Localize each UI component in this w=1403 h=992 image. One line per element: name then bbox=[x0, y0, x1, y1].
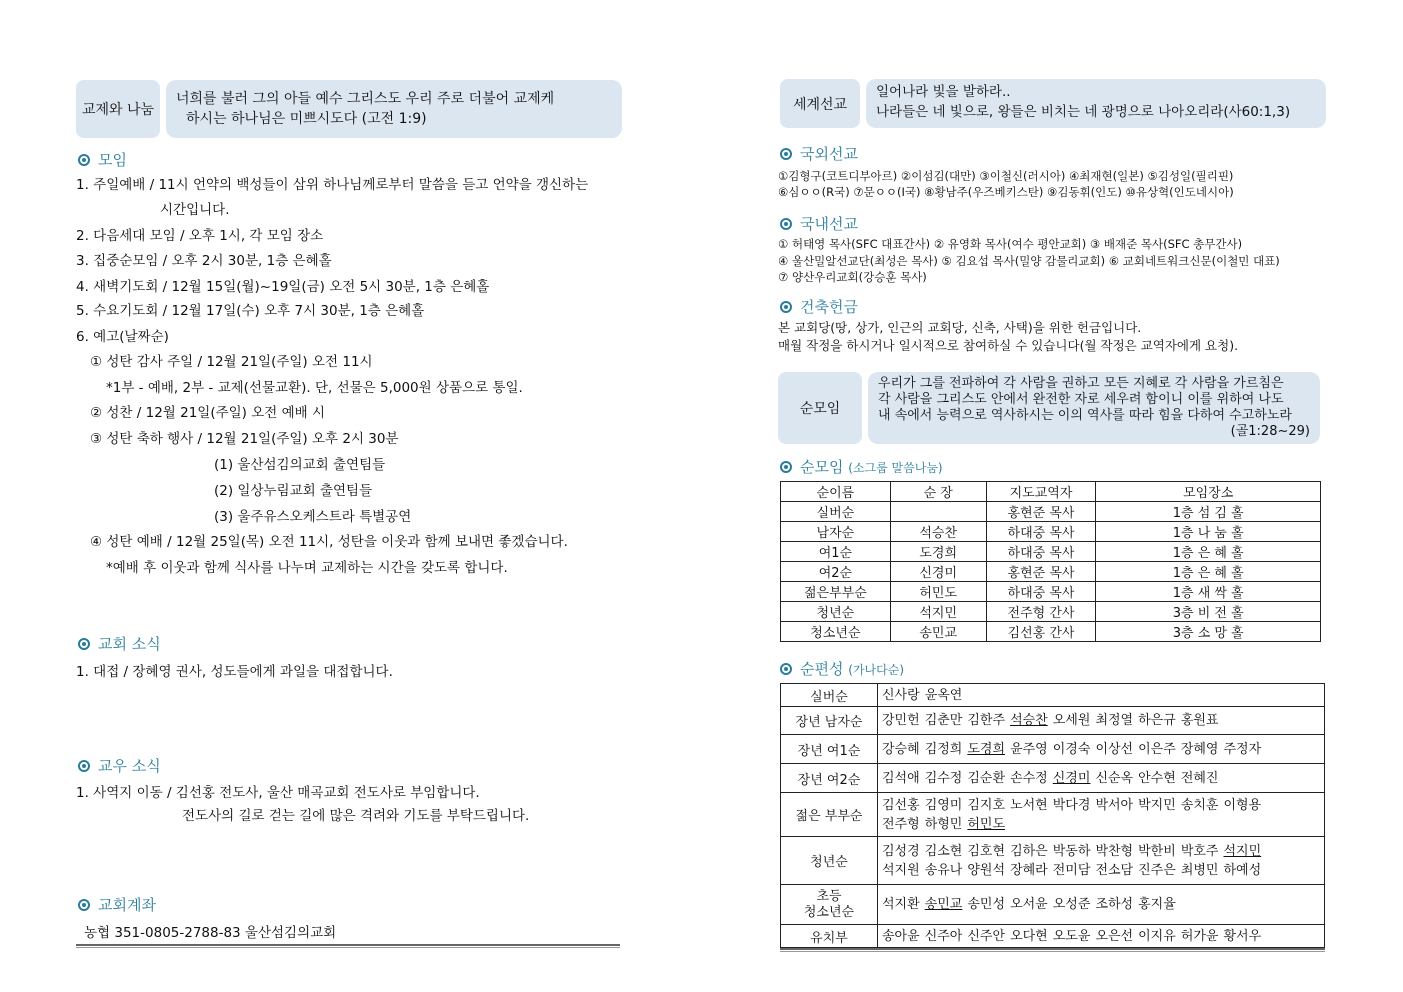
meeting-line: (2) 일상누림교회 출연팀들 bbox=[214, 483, 373, 499]
meeting-line: ② 성찬 / 12월 21일(주일) 오전 예배 시 bbox=[90, 405, 326, 421]
table-cell: 도경희 bbox=[890, 542, 986, 562]
bullet-circle-icon bbox=[78, 899, 90, 911]
roster-member: 오세원 bbox=[1052, 713, 1091, 728]
roster-member-line bbox=[882, 686, 1320, 705]
roster-subtitle: (가나다순) bbox=[848, 663, 904, 677]
roster-member: 김호현 bbox=[967, 843, 1006, 859]
roster-group-name bbox=[781, 885, 878, 925]
roster-member-line bbox=[882, 861, 1320, 880]
meeting-line: 1. 주일예배 / 11시 언약의 백성들이 삼위 하나님께로부터 말씀을 듣고 언약을 갱신하는 bbox=[76, 177, 589, 193]
meeting-line: 시간입니다. bbox=[160, 202, 230, 218]
church-news-title: 교회 소식 bbox=[98, 635, 161, 653]
roster-member-line bbox=[882, 842, 1320, 861]
roster-member: 허민도 bbox=[967, 816, 1006, 832]
meeting-line: ③ 성탄 축하 행사 / 12월 21일(주일) 오후 2시 30분 bbox=[90, 431, 399, 447]
small-group-verse-line2: 각 사람을 그리스도 안에서 완전한 자로 세우려 함이니 이를 위하여 나도 bbox=[878, 392, 1284, 407]
building-fund-heading bbox=[780, 296, 858, 317]
roster-member: 전혜진 bbox=[1180, 770, 1219, 786]
groups-header-cell: 순이름 bbox=[781, 482, 891, 502]
roster-member: 노서현 bbox=[1010, 797, 1048, 813]
table-cell: 3층 비 전 홀 bbox=[1096, 602, 1321, 622]
roster-member: 김수정 bbox=[924, 770, 963, 786]
table-cell bbox=[890, 502, 986, 522]
table-row bbox=[781, 542, 1321, 562]
account-line: 농협 351-0805-2788-83 울산섬김의교회 bbox=[84, 925, 337, 941]
world-mission-verse-line1: 일어나라 빛을 발하라.. bbox=[876, 84, 1011, 100]
table-cell: 하대중 목사 bbox=[986, 582, 1096, 602]
roster-member: 이형용 bbox=[1223, 797, 1262, 813]
member-news-line: 전도사의 길로 걷는 길에 많은 격려와 기도를 부탁드립니다. bbox=[182, 808, 530, 824]
table-cell: 청년순 bbox=[781, 602, 891, 622]
roster-member: 오성준 bbox=[1052, 897, 1091, 912]
roster-member: 손수정 bbox=[1010, 770, 1048, 786]
small-group-label bbox=[778, 372, 862, 444]
roster-member-line bbox=[882, 740, 1320, 759]
foreign-mission-line: ⑥심ㅇㅇ(R국) ⑦문ㅇㅇ(I국) ⑧황남주(우즈베키스탄) ⑨김동휘(인도) ⑩유상혁(인도네시아) bbox=[778, 185, 1234, 199]
meeting-line: (3) 울주유스오케스트라 특별공연 bbox=[214, 509, 412, 525]
member-news-title: 교우 소식 bbox=[98, 757, 161, 775]
roster-members bbox=[878, 925, 1325, 948]
meeting-line: ① 성탄 감사 주일 / 12월 21일(주일) 오전 11시 bbox=[90, 354, 373, 370]
bullet-circle-icon bbox=[780, 461, 792, 473]
groups-heading bbox=[780, 456, 943, 477]
groups-header-cell: 모임장소 bbox=[1096, 482, 1321, 502]
table-cell: 하대중 목사 bbox=[986, 522, 1096, 542]
roster-member: 박지민 bbox=[1138, 797, 1176, 813]
fellowship-verse-box bbox=[166, 80, 622, 138]
table-cell: 석승찬 bbox=[890, 522, 986, 542]
roster-member: 하형민 bbox=[924, 816, 963, 832]
roster-member: 하예성 bbox=[1223, 862, 1262, 878]
roster-member: 주정자 bbox=[1223, 741, 1262, 757]
meeting-line: 2. 다음세대 모임 / 오후 1시, 각 모임 장소 bbox=[76, 228, 324, 244]
roster-member: 김성경 bbox=[882, 843, 920, 859]
roster-member: 도경희 bbox=[967, 741, 1006, 757]
roster-member: 석승찬 bbox=[1010, 713, 1048, 728]
roster-group-name: 젊은 부부순 bbox=[781, 793, 878, 837]
table-cell: 1층 은 혜 홀 bbox=[1096, 562, 1321, 582]
table-cell: 1층 은 혜 홀 bbox=[1096, 542, 1321, 562]
roster-member: 하은규 bbox=[1138, 713, 1176, 728]
roster-member: 김춘만 bbox=[924, 713, 963, 728]
table-cell: 홍현준 목사 bbox=[986, 562, 1096, 582]
table-row bbox=[781, 602, 1321, 622]
table-row bbox=[781, 684, 1325, 707]
roster-member: 이은주 bbox=[1138, 741, 1176, 757]
small-group-verse-box bbox=[868, 372, 1320, 444]
roster-member: 이경숙 bbox=[1052, 741, 1091, 757]
meetings-heading bbox=[78, 149, 127, 170]
roster-group-name: 유치부 bbox=[781, 925, 878, 948]
roster-member: 오다현 bbox=[1010, 928, 1048, 944]
roster-member: 송민성 bbox=[967, 897, 1006, 912]
roster-group-name-line1: 초등 bbox=[816, 888, 842, 904]
small-group-verse-line3: 내 속에서 능력으로 역사하시는 이의 역사를 따라 힘을 다하여 수고하노라 bbox=[878, 408, 1292, 423]
meeting-line: 4. 새벽기도회 / 12월 15일(월)~19일(금) 오전 5시 30분, 1층 은혜홀 bbox=[76, 279, 490, 295]
table-cell: 1층 새 싹 홀 bbox=[1096, 582, 1321, 602]
small-group-verse-line1: 우리가 그를 전파하여 각 사람을 권하고 모든 지혜로 각 사람을 가르침은 bbox=[878, 376, 1284, 391]
world-mission-verse-box bbox=[866, 79, 1326, 128]
table-cell: 허민도 bbox=[890, 582, 986, 602]
meeting-line: *1부 - 예배, 2부 - 교제(선물교환). 단, 선물은 5,000원 상품으로 통일. bbox=[106, 380, 523, 396]
roster-member: 신경미 bbox=[1052, 770, 1091, 786]
meeting-line: (1) 울산섬김의교회 출연팀들 bbox=[214, 457, 386, 473]
roster-member: 박한비 bbox=[1138, 843, 1176, 859]
table-cell: 여2순 bbox=[781, 562, 891, 582]
roster-members bbox=[878, 735, 1325, 764]
roster-member-line bbox=[882, 769, 1320, 788]
domestic-mission-line: ① 허태영 목사(SFC 대표간사) ② 유영화 목사(여수 평안교회) ③ 배재준 목사(SFC 총무간사) bbox=[778, 237, 1243, 251]
domestic-mission-line: ⑦ 양산우리교회(강승훈 목사) bbox=[778, 270, 927, 284]
roster-member: 송치훈 bbox=[1180, 797, 1219, 813]
table-cell: 젊은부부순 bbox=[781, 582, 891, 602]
table-cell: 석지민 bbox=[890, 602, 986, 622]
roster-member: 홍지율 bbox=[1138, 897, 1176, 912]
roster-members bbox=[878, 764, 1325, 793]
table-row bbox=[781, 502, 1321, 522]
fellowship-verse-line2: 하시는 하나님은 미쁘시도다 (고전 1:9) bbox=[186, 111, 427, 127]
fellowship-verse-line1: 너희를 불러 그의 아들 예수 그리스도 우리 주로 더불어 교제케 bbox=[176, 91, 555, 107]
world-mission-label-text: 세계선교 bbox=[792, 96, 848, 113]
roster-member-line bbox=[882, 815, 1320, 834]
groups-header-cell: 순 장 bbox=[890, 482, 986, 502]
bullet-circle-icon bbox=[780, 218, 792, 230]
roster-member: 김순환 bbox=[967, 770, 1006, 786]
table-cell: 1층 섬 김 홀 bbox=[1096, 502, 1321, 522]
roster-group-name: 장년 남자순 bbox=[781, 707, 878, 735]
groups-header-row bbox=[781, 482, 1321, 502]
roster-member: 석지환 bbox=[882, 897, 920, 912]
roster-member: 신순옥 bbox=[1095, 770, 1134, 786]
bottom-rule bbox=[76, 944, 620, 948]
roster-member: 전소담 bbox=[1095, 862, 1134, 878]
table-cell: 신경미 bbox=[890, 562, 986, 582]
small-group-label-text: 순모임 bbox=[799, 401, 841, 417]
roster-group-name: 장년 여2순 bbox=[781, 764, 878, 793]
roster-member-line bbox=[882, 927, 1320, 946]
table-row bbox=[781, 885, 1325, 925]
table-row bbox=[781, 793, 1325, 837]
church-news-heading bbox=[78, 633, 161, 654]
bullet-circle-icon bbox=[78, 638, 90, 650]
fellowship-label-text: 교제와 나눔 bbox=[81, 102, 155, 118]
roster-members bbox=[878, 684, 1325, 707]
table-cell: 청소년순 bbox=[781, 622, 891, 642]
roster-member: 송아윤 bbox=[882, 928, 920, 944]
roster-member: 강민헌 bbox=[882, 713, 920, 728]
table-row bbox=[781, 582, 1321, 602]
foreign-mission-line: ①김형구(코트디부아르) ②이섬김(대만) ③이철신(러시아) ④최재현(일본) ⑤김성일(필리핀) bbox=[778, 169, 1234, 183]
table-cell: 실버순 bbox=[781, 502, 891, 522]
fellowship-label bbox=[76, 80, 160, 138]
roster-member: 박서아 bbox=[1095, 797, 1134, 813]
foreign-mission-heading bbox=[780, 143, 858, 164]
roster-member: 오서윤 bbox=[1010, 897, 1048, 912]
roster-member: 박동하 bbox=[1052, 843, 1091, 859]
roster-members bbox=[878, 793, 1325, 837]
roster-member: 박찬형 bbox=[1095, 843, 1134, 859]
meeting-line: 5. 수요기도회 / 12월 17일(수) 오후 7시 30분, 1층 은혜홀 bbox=[76, 303, 425, 319]
roster-member: 장혜영 bbox=[1180, 741, 1219, 757]
roster-members bbox=[878, 707, 1325, 735]
roster-member: 윤옥연 bbox=[924, 687, 963, 703]
roster-member: 신주안 bbox=[967, 928, 1006, 944]
world-mission-label bbox=[780, 79, 860, 128]
roster-member: 박호주 bbox=[1180, 843, 1219, 859]
roster-member: 석지원 bbox=[882, 862, 920, 878]
domestic-mission-heading bbox=[780, 213, 858, 234]
roster-heading bbox=[780, 658, 904, 679]
roster-members bbox=[878, 885, 1325, 925]
domestic-mission-line: ④ 울산밀알선교단(최성은 목사) ⑤ 김요섭 목사(밀양 감물리교회) ⑥ 교회네트워크신문(이철민 대표) bbox=[778, 254, 1280, 268]
roster-member: 장혜라 bbox=[1010, 862, 1048, 878]
table-cell: 홍현준 목사 bbox=[986, 502, 1096, 522]
table-cell: 하대중 목사 bbox=[986, 542, 1096, 562]
bullet-circle-icon bbox=[78, 154, 90, 166]
small-group-verse-line4: (골1:28~29) bbox=[1230, 424, 1310, 439]
table-cell: 3층 소 망 홀 bbox=[1096, 622, 1321, 642]
meeting-line: 3. 집중순모임 / 오후 2시 30분, 1층 은혜홀 bbox=[76, 253, 332, 269]
roster-member: 김선홍 bbox=[882, 797, 920, 813]
bullet-circle-icon bbox=[780, 663, 792, 675]
bullet-circle-icon bbox=[78, 760, 90, 772]
roster-member: 전미담 bbox=[1052, 862, 1091, 878]
roster-member: 전주형 bbox=[882, 816, 920, 832]
roster-member: 강승혜 bbox=[882, 741, 920, 757]
bullet-circle-icon bbox=[780, 148, 792, 160]
groups-table bbox=[780, 481, 1321, 642]
foreign-mission-title: 국외선교 bbox=[800, 145, 858, 163]
roster-member: 윤주영 bbox=[1010, 741, 1048, 757]
roster-table bbox=[780, 683, 1325, 948]
roster-member: 김영미 bbox=[924, 797, 963, 813]
domestic-mission-title: 국내선교 bbox=[800, 215, 858, 233]
bottom-rule bbox=[780, 948, 1325, 952]
member-news-line: 1. 사역지 이동 / 김선홍 전도사, 울산 매곡교회 전도사로 부임합니다. bbox=[76, 785, 480, 801]
roster-member: 양원석 bbox=[967, 862, 1006, 878]
groups-title: 순모임 bbox=[800, 458, 844, 476]
roster-group-name: 장년 여1순 bbox=[781, 735, 878, 764]
roster-member-line bbox=[882, 895, 1320, 914]
roster-member: 김석애 bbox=[882, 770, 920, 786]
building-fund-line: 본 교회당(땅, 상가, 인근의 교회당, 신축, 사택)을 위한 헌금입니다. bbox=[778, 320, 1142, 335]
roster-group-name-line2: 청소년순 bbox=[803, 904, 855, 920]
roster-group-name: 청년순 bbox=[781, 837, 878, 885]
table-row bbox=[781, 707, 1325, 735]
roster-title: 순편성 bbox=[800, 660, 844, 678]
groups-header-cell: 지도교역자 bbox=[986, 482, 1096, 502]
roster-member: 박다경 bbox=[1052, 797, 1091, 813]
roster-member: 석지민 bbox=[1223, 843, 1262, 859]
roster-member: 김지호 bbox=[967, 797, 1006, 813]
member-news-heading bbox=[78, 755, 161, 776]
roster-member: 송민교 bbox=[924, 897, 963, 912]
roster-member: 송유나 bbox=[924, 862, 963, 878]
roster-member: 오도윤 bbox=[1052, 928, 1091, 944]
building-fund-line: 매월 작정을 하시거나 일시적으로 참여하실 수 있습니다(월 작정은 교역자에게 요청). bbox=[778, 338, 1239, 353]
roster-member: 최병민 bbox=[1180, 862, 1219, 878]
roster-member-line bbox=[882, 796, 1320, 815]
account-heading bbox=[78, 894, 156, 915]
bullet-circle-icon bbox=[780, 301, 792, 313]
table-row bbox=[781, 562, 1321, 582]
roster-member: 김정희 bbox=[924, 741, 963, 757]
meeting-line: 6. 예고(날짜순) bbox=[76, 329, 169, 345]
roster-member: 이지유 bbox=[1138, 928, 1176, 944]
roster-member: 조하성 bbox=[1095, 897, 1134, 912]
roster-member-line bbox=[882, 711, 1320, 730]
roster-group-name: 실버순 bbox=[781, 684, 878, 707]
table-cell: 전주형 간사 bbox=[986, 602, 1096, 622]
roster-member: 황서우 bbox=[1223, 928, 1262, 944]
meeting-line: ④ 성탄 예배 / 12월 25일(목) 오전 11시, 성탄을 이웃과 함께 보내면 좋겠습니다. bbox=[90, 534, 568, 550]
account-title: 교회계좌 bbox=[98, 896, 156, 914]
table-cell: 남자순 bbox=[781, 522, 891, 542]
roster-member: 신주아 bbox=[924, 928, 963, 944]
roster-member: 안수현 bbox=[1138, 770, 1176, 786]
table-row bbox=[781, 837, 1325, 885]
roster-member: 김한주 bbox=[967, 713, 1006, 728]
world-mission-verse-line2: 나라들은 네 빛으로, 왕들은 비치는 네 광명으로 나아오리라(사60:1,3) bbox=[876, 104, 1291, 120]
roster-member: 김소현 bbox=[924, 843, 963, 859]
roster-members bbox=[878, 837, 1325, 885]
meeting-line: *예배 후 이웃과 함께 식사를 나누며 교제하는 시간을 갖도록 합니다. bbox=[106, 560, 508, 576]
table-row bbox=[781, 522, 1321, 542]
roster-member: 오은선 bbox=[1095, 928, 1134, 944]
roster-member: 이상선 bbox=[1095, 741, 1134, 757]
groups-subtitle: (소그룹 말씀나눔) bbox=[848, 461, 943, 475]
roster-member: 신사랑 bbox=[882, 687, 920, 703]
table-cell: 김선홍 간사 bbox=[986, 622, 1096, 642]
table-cell: 송민교 bbox=[890, 622, 986, 642]
roster-member: 김하은 bbox=[1010, 843, 1048, 859]
roster-member: 홍원표 bbox=[1180, 713, 1219, 728]
table-row bbox=[781, 925, 1325, 948]
roster-member: 허가윤 bbox=[1180, 928, 1219, 944]
roster-member: 진주은 bbox=[1138, 862, 1176, 878]
table-row bbox=[781, 735, 1325, 764]
table-cell: 1층 나 눔 홀 bbox=[1096, 522, 1321, 542]
roster-member: 최정열 bbox=[1095, 713, 1134, 728]
church-news-line: 1. 대접 / 장혜영 권사, 성도들에게 과일을 대접합니다. bbox=[76, 664, 393, 680]
table-cell: 여1순 bbox=[781, 542, 891, 562]
meetings-title: 모임 bbox=[98, 151, 127, 169]
building-fund-title: 건축헌금 bbox=[800, 298, 858, 316]
table-row bbox=[781, 622, 1321, 642]
table-row bbox=[781, 764, 1325, 793]
